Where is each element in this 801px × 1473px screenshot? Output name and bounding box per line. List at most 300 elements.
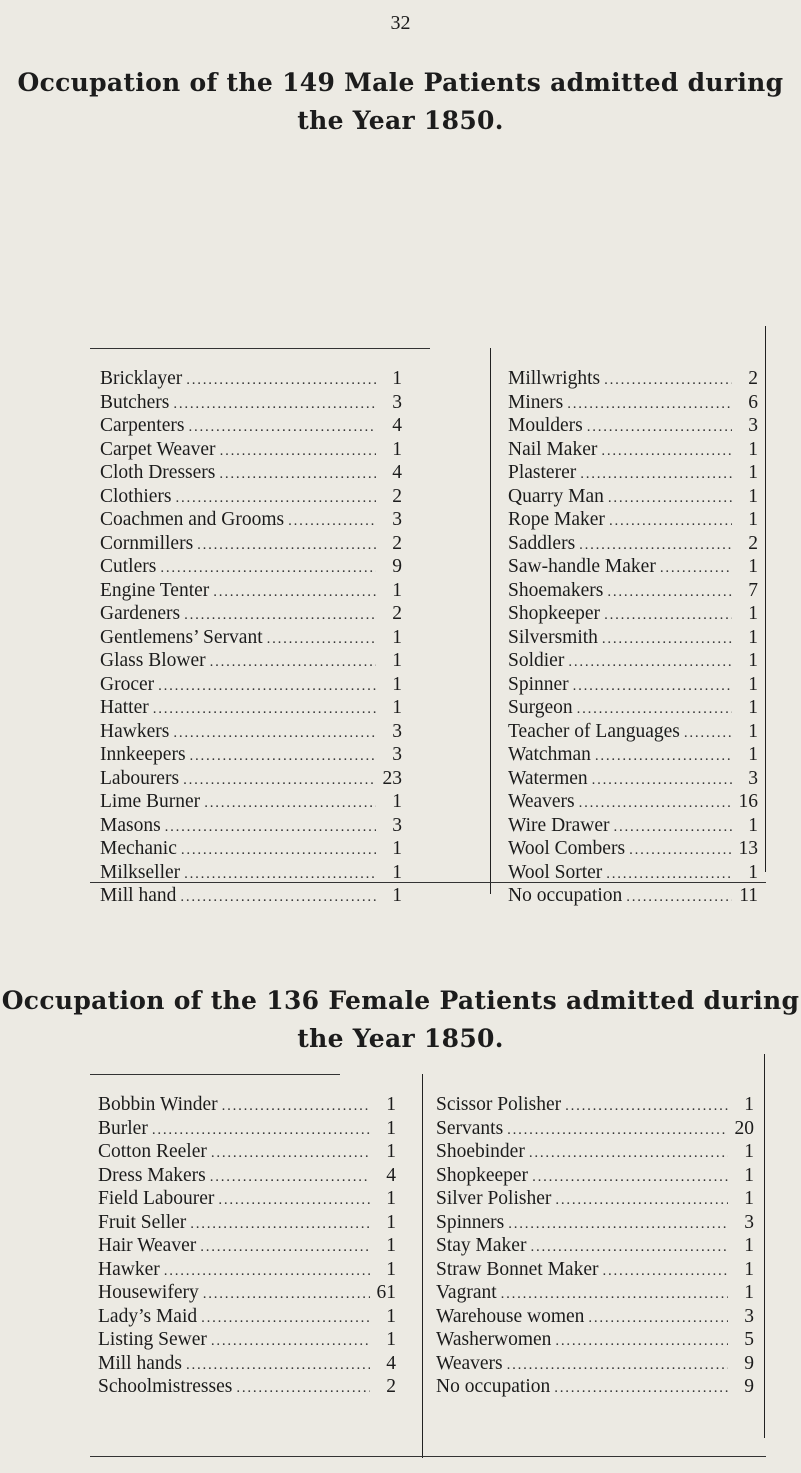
leader-dots — [609, 513, 732, 530]
leader-dots — [180, 889, 376, 906]
male-occupation-row — [508, 439, 758, 463]
leader-dots — [608, 490, 732, 507]
leader-dots — [211, 1145, 370, 1162]
female-occupation-row — [436, 1094, 754, 1118]
leader-dots — [614, 819, 732, 836]
occupation-name: Innkeepers — [100, 744, 186, 765]
patient-count: 3 — [392, 509, 402, 530]
male-occupation-row — [508, 697, 758, 721]
patient-count: 1 — [392, 861, 402, 883]
patient-count: 1 — [386, 1258, 396, 1280]
patient-count: 1 — [748, 462, 758, 483]
leader-dots — [577, 701, 732, 718]
leader-dots — [176, 490, 377, 507]
leader-dots — [607, 584, 732, 601]
occupation-name: Shopkeeper — [508, 603, 601, 624]
leader-dots — [604, 372, 732, 389]
male-occupation-row — [508, 862, 758, 886]
patient-count: 5 — [744, 1329, 754, 1350]
occupation-name: Lime Burner — [100, 791, 201, 812]
occupation-name: Plasterer — [508, 462, 577, 483]
male-occupation-row — [100, 697, 402, 721]
occupation-name: Silver Polisher — [436, 1188, 552, 1209]
female-occupation-row — [436, 1141, 754, 1165]
occupation-name: Shopkeeper — [436, 1164, 529, 1186]
occupation-name: Watermen — [508, 767, 588, 789]
female-table-top-rule — [90, 1074, 340, 1075]
leader-dots — [165, 819, 376, 836]
occupation-name: Washerwomen — [436, 1329, 552, 1350]
occupation-name: Surgeon — [508, 697, 573, 718]
leader-dots — [508, 1216, 728, 1233]
occupation-name: Moulders — [508, 415, 583, 436]
leader-dots — [222, 1098, 370, 1115]
female-occupation-row — [436, 1235, 754, 1259]
male-occupation-row — [508, 415, 758, 439]
leader-dots — [587, 419, 732, 436]
male-occupation-row — [508, 744, 758, 768]
patient-count: 2 — [392, 485, 402, 507]
leader-dots — [579, 795, 732, 812]
patient-count: 1 — [748, 697, 758, 718]
patient-count: 9 — [744, 1376, 754, 1397]
occupation-name: Burler — [98, 1117, 148, 1139]
male-table-title — [0, 64, 801, 140]
leader-dots — [529, 1145, 728, 1162]
male-occupation-row — [100, 439, 402, 463]
occupation-name: Fruit Seller — [98, 1211, 187, 1233]
occupation-name: Grocer — [100, 673, 155, 695]
leader-dots — [579, 537, 732, 554]
occupation-name: Spinners — [436, 1211, 505, 1233]
male-occupation-row — [100, 885, 402, 909]
patient-count: 3 — [392, 391, 402, 413]
occupation-name: Cutlers — [100, 556, 157, 577]
leader-dots — [288, 513, 376, 530]
occupation-name: Teacher of Languages — [508, 720, 680, 742]
patient-count: 1 — [748, 673, 758, 695]
patient-count: 1 — [748, 603, 758, 624]
male-occupation-row — [508, 509, 758, 533]
patient-count: 61 — [376, 1282, 396, 1303]
male-occupation-row — [508, 815, 758, 839]
female-table-bottom-rule — [90, 1456, 766, 1457]
male-table-right-rule — [765, 326, 766, 872]
leader-dots — [201, 1310, 370, 1327]
occupation-name: Quarry Man — [508, 485, 604, 507]
male-occupation-row — [508, 791, 758, 815]
leader-dots — [200, 1239, 370, 1256]
leader-dots — [184, 607, 376, 624]
patient-count: 2 — [392, 532, 402, 554]
female-column-divider — [422, 1074, 423, 1458]
occupation-name: Warehouse women — [436, 1305, 585, 1327]
leader-dots — [554, 1380, 728, 1397]
patient-count: 1 — [748, 626, 758, 648]
occupation-name: Shoemakers — [508, 579, 604, 601]
patient-count: 1 — [386, 1141, 396, 1162]
patient-count: 1 — [392, 885, 402, 906]
leader-dots — [186, 372, 376, 389]
leader-dots — [160, 560, 376, 577]
leader-dots — [629, 842, 732, 859]
patient-count: 1 — [392, 626, 402, 648]
leader-dots — [158, 678, 376, 695]
patient-count: 2 — [748, 532, 758, 554]
leader-dots — [153, 701, 376, 718]
leader-dots — [507, 1122, 728, 1139]
patient-count: 1 — [744, 1282, 754, 1303]
patient-count: 7 — [748, 579, 758, 601]
female-occupation-row — [436, 1118, 754, 1142]
male-title-line2: the Year 1850. — [297, 106, 504, 135]
male-occupation-row — [508, 368, 758, 392]
female-title-line2: the Year 1850. — [297, 1024, 504, 1053]
occupation-name: Hair Weaver — [98, 1235, 197, 1256]
leader-dots — [530, 1239, 728, 1256]
patient-count: 1 — [748, 861, 758, 883]
occupation-name: Hawkers — [100, 720, 170, 742]
male-occupation-row — [508, 650, 758, 674]
occupation-name: Engine Tenter — [100, 579, 210, 601]
male-occupation-row — [508, 603, 758, 627]
leader-dots — [219, 466, 376, 483]
female-occupation-row — [436, 1329, 754, 1353]
patient-count: 9 — [392, 556, 402, 577]
male-occupation-row — [508, 627, 758, 651]
female-table-title — [0, 982, 801, 1058]
female-occupation-row — [98, 1306, 396, 1330]
male-occupation-row — [508, 838, 758, 862]
occupation-name: Dress Makers — [98, 1164, 206, 1186]
male-left-column — [100, 368, 402, 909]
male-occupation-row — [508, 486, 758, 510]
occupation-name: No occupation — [508, 885, 623, 906]
patient-count: 2 — [386, 1376, 396, 1397]
patient-count: 4 — [392, 462, 402, 483]
patient-count: 1 — [392, 791, 402, 812]
patient-count: 20 — [734, 1117, 754, 1139]
male-occupation-row — [100, 533, 402, 557]
male-occupation-row — [508, 674, 758, 698]
patient-count: 4 — [392, 415, 402, 436]
male-occupation-row — [100, 862, 402, 886]
patient-count: 1 — [748, 556, 758, 577]
leader-dots — [660, 560, 732, 577]
occupation-name: Watchman — [508, 744, 591, 765]
patient-count: 1 — [744, 1235, 754, 1256]
male-occupation-row — [100, 791, 402, 815]
leader-dots — [606, 866, 732, 883]
patient-count: 1 — [392, 673, 402, 695]
patient-count: 2 — [748, 368, 758, 389]
male-occupation-row — [508, 721, 758, 745]
female-occupation-row — [98, 1118, 396, 1142]
leader-dots — [190, 748, 376, 765]
occupation-name: Masons — [100, 814, 161, 836]
male-occupation-row — [100, 627, 402, 651]
leader-dots — [555, 1333, 728, 1350]
female-occupation-row — [436, 1282, 754, 1306]
patient-count: 1 — [748, 744, 758, 765]
patient-count: 1 — [748, 814, 758, 836]
patient-count: 11 — [739, 885, 758, 906]
male-occupation-row — [100, 603, 402, 627]
occupation-name: Field Labourer — [98, 1188, 215, 1209]
patient-count: 3 — [392, 814, 402, 836]
patient-count: 1 — [744, 1188, 754, 1209]
leader-dots — [211, 1333, 370, 1350]
occupation-name: Gentlemens’ Servant — [100, 626, 263, 648]
occupation-name: Listing Sewer — [98, 1329, 207, 1350]
male-occupation-row — [100, 509, 402, 533]
leader-dots — [595, 748, 732, 765]
female-occupation-table — [90, 1074, 766, 1458]
female-occupation-row — [98, 1329, 396, 1353]
occupation-name: Saddlers — [508, 532, 576, 554]
female-title-line1: Occupation of the 136 Female Patients admitted during — [1, 986, 800, 1015]
patient-count: 1 — [744, 1141, 754, 1162]
patient-count: 13 — [738, 838, 758, 859]
occupation-name: Gardeners — [100, 603, 181, 624]
leader-dots — [188, 419, 376, 436]
leader-dots — [604, 607, 732, 624]
female-occupation-row — [436, 1376, 754, 1400]
patient-count: 1 — [748, 509, 758, 530]
patient-count: 1 — [748, 438, 758, 460]
male-occupation-row — [508, 462, 758, 486]
occupation-name: Wire Drawer — [508, 814, 610, 836]
male-occupation-row — [508, 533, 758, 557]
leader-dots — [601, 443, 732, 460]
leader-dots — [602, 631, 732, 648]
leader-dots — [181, 842, 376, 859]
leader-dots — [173, 396, 376, 413]
male-occupation-row — [100, 462, 402, 486]
male-occupation-row — [100, 815, 402, 839]
patient-count: 23 — [382, 767, 402, 789]
leader-dots — [684, 725, 732, 742]
patient-count: 4 — [386, 1164, 396, 1186]
leader-dots — [501, 1286, 728, 1303]
female-table-right-rule — [764, 1054, 765, 1438]
occupation-name: Weavers — [436, 1352, 503, 1374]
female-occupation-row — [436, 1165, 754, 1189]
leader-dots — [588, 1310, 728, 1327]
female-occupation-row — [436, 1306, 754, 1330]
occupation-name: Miners — [508, 391, 564, 413]
patient-count: 1 — [386, 1329, 396, 1350]
occupation-name: Bobbin Winder — [98, 1094, 218, 1115]
occupation-name: Scissor Polisher — [436, 1094, 562, 1115]
patient-count: 3 — [392, 720, 402, 742]
occupation-name: Nail Maker — [508, 438, 598, 460]
leader-dots — [213, 584, 376, 601]
leader-dots — [573, 678, 732, 695]
occupation-name: Silversmith — [508, 626, 598, 648]
leader-dots — [565, 1098, 728, 1115]
patient-count: 3 — [748, 415, 758, 436]
patient-count: 1 — [386, 1305, 396, 1327]
occupation-name: Rope Maker — [508, 509, 605, 530]
male-occupation-row — [508, 392, 758, 416]
occupation-name: Wool Combers — [508, 838, 626, 859]
male-occupation-row — [100, 415, 402, 439]
leader-dots — [164, 1263, 370, 1280]
occupation-name: Mill hands — [98, 1352, 182, 1374]
occupation-name: Mill hand — [100, 885, 177, 906]
female-occupation-row — [436, 1259, 754, 1283]
occupation-name: Hawker — [98, 1258, 160, 1280]
leader-dots — [580, 466, 732, 483]
female-occupation-row — [98, 1094, 396, 1118]
occupation-name: Wool Sorter — [508, 861, 603, 883]
occupation-name: Servants — [436, 1117, 504, 1139]
female-occupation-row — [98, 1235, 396, 1259]
male-occupation-row — [100, 838, 402, 862]
male-table-top-rule — [90, 348, 430, 349]
occupation-name: Soldier — [508, 650, 565, 671]
female-occupation-row — [98, 1353, 396, 1377]
male-occupation-row — [100, 486, 402, 510]
patient-count: 1 — [392, 697, 402, 718]
patient-count: 1 — [386, 1094, 396, 1115]
patient-count: 1 — [392, 579, 402, 601]
male-occupation-row — [100, 556, 402, 580]
patient-count: 6 — [748, 391, 758, 413]
patient-count: 1 — [392, 438, 402, 460]
female-occupation-row — [98, 1165, 396, 1189]
occupation-name: Schoolmistresses — [98, 1376, 233, 1397]
leader-dots — [568, 654, 732, 671]
male-occupation-row — [100, 674, 402, 698]
leader-dots — [197, 537, 376, 554]
male-right-column — [508, 368, 758, 909]
leader-dots — [173, 725, 376, 742]
leader-dots — [567, 396, 732, 413]
occupation-name: Lady’s Maid — [98, 1305, 198, 1327]
leader-dots — [184, 866, 376, 883]
patient-count: 1 — [744, 1164, 754, 1186]
occupation-name: Millwrights — [508, 368, 601, 389]
male-occupation-row — [508, 885, 758, 909]
female-occupation-row — [98, 1282, 396, 1306]
occupation-name: Straw Bonnet Maker — [436, 1258, 599, 1280]
patient-count: 3 — [744, 1305, 754, 1327]
leader-dots — [190, 1216, 370, 1233]
occupation-name: Clothiers — [100, 485, 172, 507]
male-occupation-row — [100, 768, 402, 792]
patient-count: 1 — [386, 1188, 396, 1209]
female-right-column — [436, 1094, 754, 1400]
occupation-name: Glass Blower — [100, 650, 206, 671]
occupation-name: Shoebinder — [436, 1141, 525, 1162]
female-occupation-row — [98, 1376, 396, 1400]
leader-dots — [186, 1357, 370, 1374]
male-occupation-row — [508, 556, 758, 580]
male-column-divider — [490, 348, 491, 894]
patient-count: 1 — [744, 1258, 754, 1280]
leader-dots — [204, 795, 376, 812]
patient-count: 1 — [392, 650, 402, 671]
leader-dots — [218, 1192, 370, 1209]
patient-count: 1 — [392, 368, 402, 389]
male-occupation-row — [508, 768, 758, 792]
leader-dots — [210, 1169, 370, 1186]
male-occupation-row — [100, 744, 402, 768]
leader-dots — [210, 654, 376, 671]
patient-count: 1 — [386, 1235, 396, 1256]
male-occupation-row — [100, 368, 402, 392]
leader-dots — [267, 631, 376, 648]
patient-count: 3 — [744, 1211, 754, 1233]
male-occupation-row — [100, 392, 402, 416]
occupation-name: Cotton Reeler — [98, 1141, 207, 1162]
leader-dots — [532, 1169, 728, 1186]
patient-count: 9 — [744, 1352, 754, 1374]
male-occupation-row — [100, 580, 402, 604]
leader-dots — [602, 1263, 728, 1280]
female-left-column — [98, 1094, 396, 1400]
patient-count: 1 — [748, 485, 758, 507]
occupation-name: Milkseller — [100, 861, 181, 883]
occupation-name: Coachmen and Grooms — [100, 509, 285, 530]
male-occupation-table — [90, 348, 766, 906]
occupation-name: Saw-handle Maker — [508, 556, 656, 577]
occupation-name: Housewifery — [98, 1282, 199, 1303]
occupation-name: Hatter — [100, 697, 149, 718]
leader-dots — [626, 889, 732, 906]
patient-count: 4 — [386, 1352, 396, 1374]
occupation-name: Bricklayer — [100, 368, 183, 389]
patient-count: 16 — [738, 791, 758, 812]
occupation-name: Cloth Dressers — [100, 462, 216, 483]
female-occupation-row — [98, 1141, 396, 1165]
occupation-name: Stay Maker — [436, 1235, 527, 1256]
leader-dots — [183, 772, 376, 789]
leader-dots — [555, 1192, 728, 1209]
male-title-line1: Occupation of the 149 Male Patients admitted during — [17, 68, 784, 97]
female-occupation-row — [98, 1259, 396, 1283]
patient-count: 1 — [392, 838, 402, 859]
occupation-name: Vagrant — [436, 1282, 497, 1303]
female-occupation-row — [98, 1212, 396, 1236]
page-number: 32 — [390, 12, 411, 34]
male-occupation-row — [100, 650, 402, 674]
female-occupation-row — [436, 1212, 754, 1236]
patient-count: 1 — [748, 650, 758, 671]
patient-count: 3 — [748, 767, 758, 789]
patient-count: 1 — [744, 1094, 754, 1115]
occupation-name: Labourers — [100, 767, 180, 789]
female-occupation-row — [436, 1188, 754, 1212]
male-occupation-row — [100, 721, 402, 745]
occupation-name: Spinner — [508, 673, 569, 695]
occupation-name: Carpenters — [100, 415, 185, 436]
patient-count: 3 — [392, 744, 402, 765]
occupation-name: Butchers — [100, 391, 170, 413]
male-occupation-row — [508, 580, 758, 604]
patient-count: 1 — [386, 1117, 396, 1139]
female-occupation-row — [436, 1353, 754, 1377]
occupation-name: Cornmillers — [100, 532, 194, 554]
occupation-name: Carpet Weaver — [100, 438, 216, 460]
occupation-name: Weavers — [508, 791, 575, 812]
leader-dots — [507, 1357, 728, 1374]
patient-count: 2 — [392, 603, 402, 624]
occupation-name: Mechanic — [100, 838, 177, 859]
leader-dots — [592, 772, 732, 789]
